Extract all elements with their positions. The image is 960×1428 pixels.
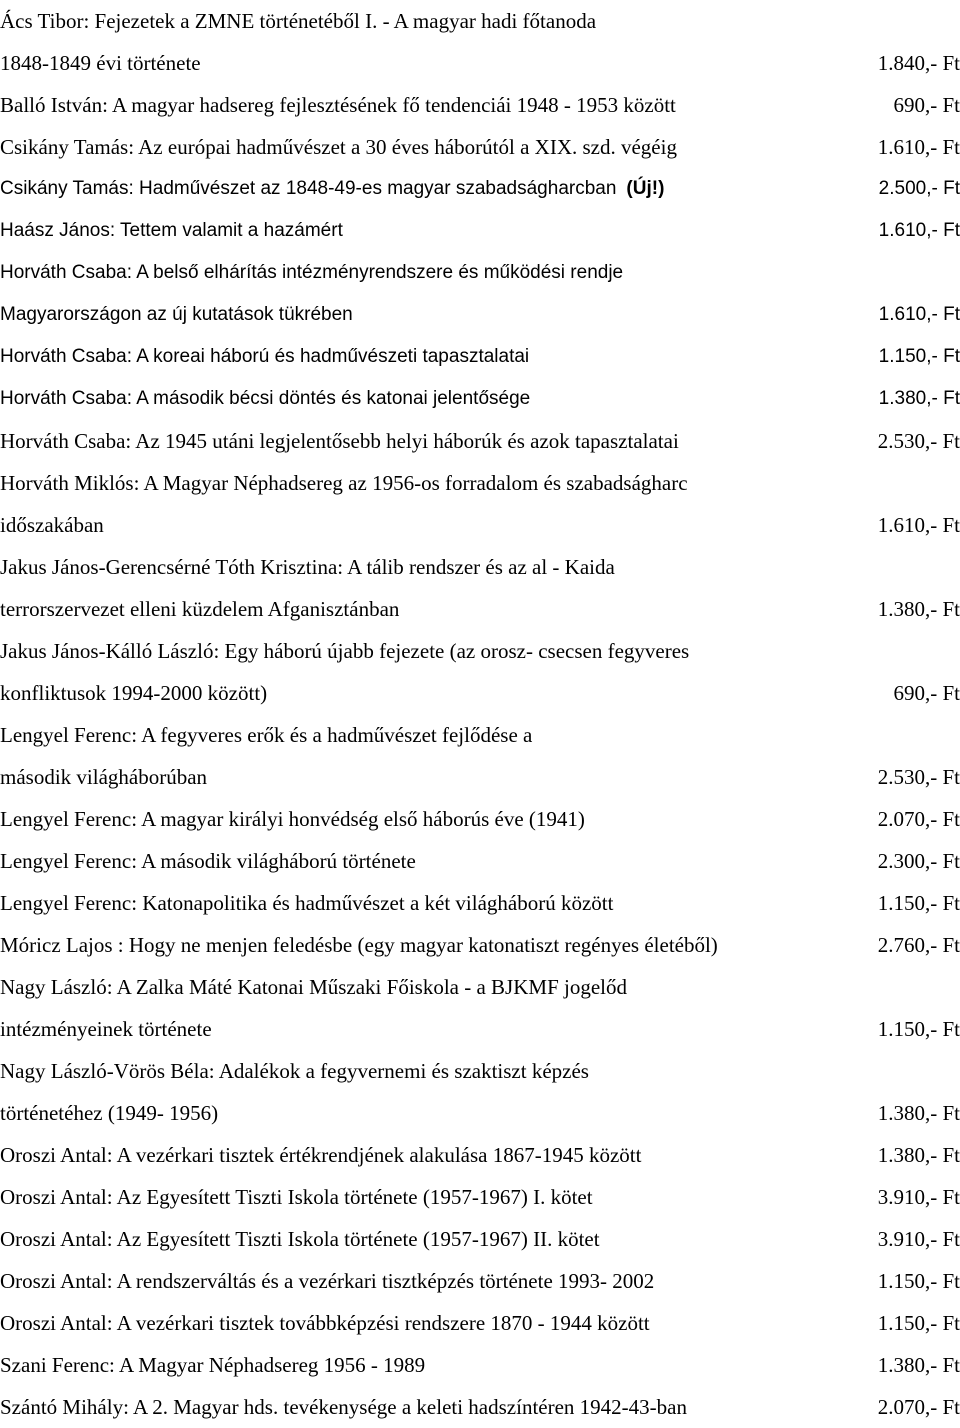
book-entry <box>0 336 960 378</box>
book-line <box>0 1134 960 1176</box>
book-entry <box>0 1344 960 1386</box>
book-price: 2.530,- Ft <box>877 765 960 789</box>
book-title-line: Lengyel Ferenc: A fegyveres erők és a hadművészet fejlődése a <box>0 723 533 747</box>
book-title-line: Lengyel Ferenc: A magyar királyi honvédség első háborús éve (1941) <box>0 807 585 831</box>
book-title-line: Nagy László: A Zalka Máté Katonai Műszaki Főiskola - a BJKMF jogelőd <box>0 975 627 999</box>
book-price: 1.150,- Ft <box>877 1269 960 1293</box>
book-title-line: Horváth Csaba: A koreai háború és hadművészeti tapasztalatai <box>0 346 530 367</box>
book-line <box>0 1386 960 1428</box>
book-title-line: Magyarországon az új kutatások tükrében <box>0 304 353 325</box>
book-title-line: Horváth Csaba: A második bécsi döntés és katonai jelentősége <box>0 388 531 409</box>
book-price: 1.380,- Ft <box>877 1101 960 1125</box>
book-line <box>0 1344 960 1386</box>
book-price: 1.380,- Ft <box>877 1143 960 1167</box>
book-line <box>0 504 960 546</box>
book-line <box>0 1050 960 1092</box>
book-line <box>0 336 960 378</box>
book-price: 1.150,- Ft <box>877 1311 960 1335</box>
book-title-line: Oroszi Antal: A vezérkari tisztek továbbképzési rendszere 1870 - 1944 között <box>0 1311 650 1335</box>
book-entry <box>0 126 960 168</box>
book-price: 2.530,- Ft <box>877 429 960 453</box>
book-entry <box>0 630 960 714</box>
book-line <box>0 1092 960 1134</box>
book-line <box>0 840 960 882</box>
book-entry <box>0 546 960 630</box>
book-title-line: időszakában <box>0 513 104 537</box>
book-entry <box>0 252 960 336</box>
book-title-line: Oroszi Antal: Az Egyesített Tiszti Iskola története (1957-1967) I. kötet <box>0 1185 593 1209</box>
book-price: 2.760,- Ft <box>877 933 960 957</box>
book-entry <box>0 924 960 966</box>
book-entry <box>0 168 960 210</box>
book-line <box>0 966 960 1008</box>
book-entry <box>0 1386 960 1428</box>
book-title-line: Szani Ferenc: A Magyar Néphadsereg 1956 - 1989 <box>0 1353 426 1377</box>
book-line <box>0 252 960 294</box>
book-price: 1.380,- Ft <box>877 597 960 621</box>
book-line <box>0 84 960 126</box>
book-line <box>0 882 960 924</box>
book-price: 690,- Ft <box>893 681 960 705</box>
book-price: 1.150,- Ft <box>878 346 960 367</box>
book-price: 1.840,- Ft <box>877 51 960 75</box>
book-entry <box>0 1260 960 1302</box>
book-entry <box>0 210 960 252</box>
book-line <box>0 0 960 42</box>
book-price: 2.300,- Ft <box>877 849 960 873</box>
book-entry <box>0 1176 960 1218</box>
book-line <box>0 630 960 672</box>
book-title-line: történetéhez (1949- 1956) <box>0 1101 219 1125</box>
book-price: 1.610,- Ft <box>878 220 960 241</box>
book-price: 1.610,- Ft <box>877 135 960 159</box>
book-line <box>0 210 960 252</box>
book-price: 1.610,- Ft <box>878 304 960 325</box>
book-title-line: Jakus János-Kálló László: Egy háború újabb fejezete (az orosz- csecsen fegyveres <box>0 639 690 663</box>
book-title-line: Lengyel Ferenc: Katonapolitika és hadművészet a két világháború között <box>0 891 614 915</box>
book-title-line: Nagy László-Vörös Béla: Adalékok a fegyvernemi és szaktiszt képzés <box>0 1059 589 1083</box>
book-title-line: Móricz Lajos : Hogy ne menjen feledésbe (egy magyar katonatiszt regényes életéből) <box>0 933 718 957</box>
new-badge: (Új!) <box>626 178 665 199</box>
book-title-line: Jakus János-Gerencsérné Tóth Krisztina: A tálib rendszer és az al - Kaida <box>0 555 615 579</box>
book-line <box>0 462 960 504</box>
book-title-line: Csikány Tamás: Az európai hadművészet a 30 éves háborútól a XIX. szd. végéig <box>0 135 677 159</box>
book-line <box>0 798 960 840</box>
book-price: 3.910,- Ft <box>877 1185 960 1209</box>
book-entry <box>0 1134 960 1176</box>
book-price: 2.070,- Ft <box>877 1395 960 1419</box>
book-entry <box>0 1302 960 1344</box>
book-price: 1.380,- Ft <box>878 388 960 409</box>
book-line <box>0 168 960 210</box>
book-line <box>0 420 960 462</box>
book-title-line: Haász János: Tettem valamit a hazámért <box>0 220 343 241</box>
book-line <box>0 1008 960 1050</box>
book-line <box>0 714 960 756</box>
book-line <box>0 1260 960 1302</box>
book-line <box>0 924 960 966</box>
book-price: 1.380,- Ft <box>877 1353 960 1377</box>
book-title-line: Balló István: A magyar hadsereg fejlesztésének fő tendenciái 1948 - 1953 között <box>0 93 676 117</box>
book-price: 3.910,- Ft <box>877 1227 960 1251</box>
book-line <box>0 672 960 714</box>
book-title-line: Oroszi Antal: Az Egyesített Tiszti Iskola története (1957-1967) II. kötet <box>0 1227 600 1251</box>
book-title-line: Szántó Mihály: A 2. Magyar hds. tevékenysége a keleti hadszíntéren 1942-43-ban <box>0 1395 687 1419</box>
book-title-line: Horváth Csaba: Az 1945 utáni legjelentősebb helyi háborúk és azok tapasztalatai <box>0 429 679 453</box>
book-title-line: terrorszervezet elleni küzdelem Afganisztánban <box>0 597 400 621</box>
book-line <box>0 1218 960 1260</box>
book-entry <box>0 462 960 546</box>
book-entry <box>0 798 960 840</box>
book-price: 1.150,- Ft <box>877 1017 960 1041</box>
book-title-line: második világháborúban <box>0 765 208 789</box>
book-price: 1.150,- Ft <box>877 891 960 915</box>
book-title-line: Ács Tibor: Fejezetek a ZMNE történetéből I. - A magyar hadi főtanoda <box>0 9 597 33</box>
book-entry <box>0 84 960 126</box>
book-entry <box>0 0 960 84</box>
book-line <box>0 378 960 420</box>
book-title-line: Lengyel Ferenc: A második világháború története <box>0 849 416 873</box>
book-line <box>0 756 960 798</box>
book-title-line: Oroszi Antal: A rendszerváltás és a vezérkari tisztképzés története 1993- 2002 <box>0 1269 655 1293</box>
book-line <box>0 546 960 588</box>
book-line <box>0 1302 960 1344</box>
book-title-line: 1848-1849 évi története <box>0 51 201 75</box>
book-title-line: Horváth Csaba: A belső elhárítás intézményrendszere és működési rendje <box>0 262 624 283</box>
book-price: 1.610,- Ft <box>877 513 960 537</box>
book-title-line: Oroszi Antal: A vezérkari tisztek értékrendjének alakulása 1867-1945 között <box>0 1143 642 1167</box>
book-entry <box>0 966 960 1050</box>
book-title-line: intézményeinek története <box>0 1017 212 1041</box>
book-line <box>0 294 960 336</box>
book-entry <box>0 714 960 798</box>
book-entry <box>0 1218 960 1260</box>
book-title-line: Csikány Tamás: Hadművészet az 1848-49-es magyar szabadságharcban (Új!) <box>0 178 665 199</box>
book-entry <box>0 1050 960 1134</box>
book-line <box>0 42 960 84</box>
book-entry <box>0 420 960 462</box>
book-price: 690,- Ft <box>893 93 960 117</box>
book-price: 2.070,- Ft <box>877 807 960 831</box>
book-title-line: konfliktusok 1994-2000 között) <box>0 681 268 705</box>
book-entry <box>0 882 960 924</box>
book-line <box>0 126 960 168</box>
book-entry <box>0 378 960 420</box>
book-line <box>0 588 960 630</box>
book-line <box>0 1176 960 1218</box>
book-title-line: Horváth Miklós: A Magyar Néphadsereg az 1956-os forradalom és szabadságharc <box>0 471 688 495</box>
book-price: 2.500,- Ft <box>878 178 960 199</box>
book-entry <box>0 840 960 882</box>
